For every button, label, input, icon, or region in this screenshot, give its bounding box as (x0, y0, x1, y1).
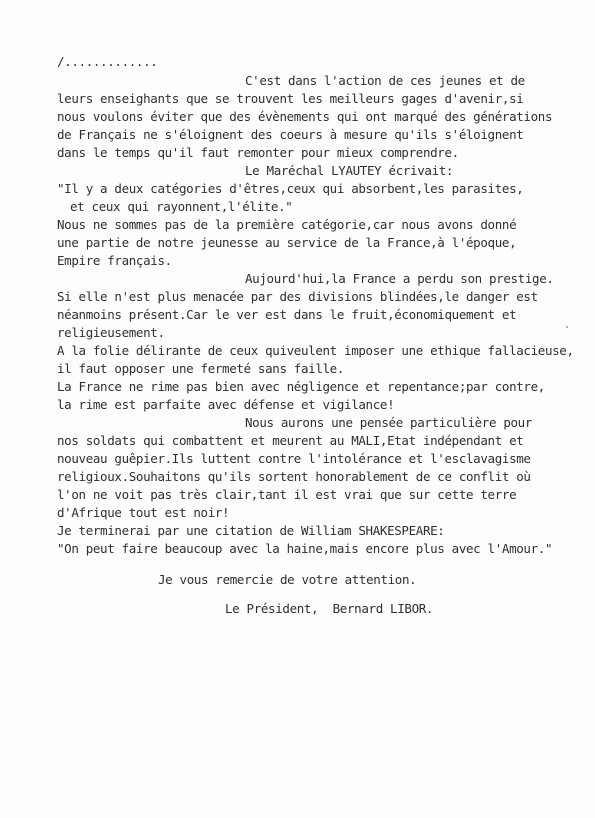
quote-attribution: Le Maréchal LYAUTEY écrivait: (245, 163, 454, 178)
paragraph-4-line-6: d'Afrique tout est noir! (57, 505, 230, 520)
paragraph-4-line-4: religioux.Souhaitons qu'ils sortent honorablement de ce conflit où (57, 469, 531, 484)
paragraph-2-line-6: Empire français. (57, 253, 172, 268)
paragraph-4-line-2: nos soldats qui combattent et meurent au MALI,Etat indépendant et (57, 433, 524, 448)
paragraph-1-line-5: dans le temps qu'il faut remonter pour mieux comprendre. (57, 145, 459, 160)
paragraph-3-line-2: Si elle n'est plus menacée par des divisions blindées,le danger est (57, 289, 538, 304)
paragraph-1-line-2: leurs enseighants que se trouvent les meilleurs gages d'avenir,si (57, 91, 524, 106)
paragraph-4-line-7: Je terminerai par une citation de William SHAKESPEARE: (57, 523, 445, 538)
paragraph-1-line-4: de Français ne s'éloignent des coeurs à mesure qu'ils s'éloignent (57, 127, 524, 142)
paragraph-3-line-4: religieusement. (57, 325, 165, 340)
paragraph-3-line-1: Aujourd'hui,la France a perdu son prestige. (245, 271, 554, 286)
paragraph-2-line-2: "Il y a deux catégories d'êtres,ceux qui absorbent,les parasites, (57, 181, 524, 196)
closing-line: Je vous remercie de votre attention. (158, 572, 417, 587)
shakespeare-quote: "On peut faire beaucoup avec la haine,mais encore plus avec l'Amour." (57, 541, 553, 556)
paper-speck (566, 326, 568, 328)
paragraph-1-line-1: C'est dans l'action de ces jeunes et de (245, 73, 525, 88)
paragraph-3-line-8: la rime est parfaite avec défense et vigilance! (57, 397, 395, 412)
paragraph-4-line-5: l'on ne voit pas très clair,tant il est vrai que sur cette terre (57, 487, 517, 502)
paragraph-2-line-3: et ceux qui rayonnent,l'élite." (70, 199, 293, 214)
paragraph-2-line-4: Nous ne sommes pas de la première catégorie,car nous avons donné (57, 217, 517, 232)
paragraph-3-line-5: A la folie délirante de ceux quiveulent imposer une ethique fallacieuse, (57, 343, 574, 358)
paragraph-4-line-3: nouveau guêpier.Ils luttent contre l'intolérance et l'esclavagisme (57, 451, 531, 466)
page-continuation-mark: /............. (57, 54, 158, 69)
paragraph-3-line-3: néanmoins présent.Car le ver est dans le fruit,économiquement et (57, 307, 517, 322)
paragraph-2-line-5: une partie de notre jeunesse au service de la France,à l'époque, (57, 235, 517, 250)
paragraph-3-line-7: La France ne rime pas bien avec négligence et repentance;par contre, (57, 379, 545, 394)
paragraph-4-line-1: Nous aurons une pensée particulière pour (245, 415, 533, 430)
paragraph-1-line-3: nous voulons éviter que des évènements qui ont marqué des générations (57, 109, 553, 124)
signature-line: Le Président, Bernard LIBOR. (225, 601, 434, 616)
paragraph-3-line-6: il faut opposer une fermeté sans faille. (57, 361, 345, 376)
